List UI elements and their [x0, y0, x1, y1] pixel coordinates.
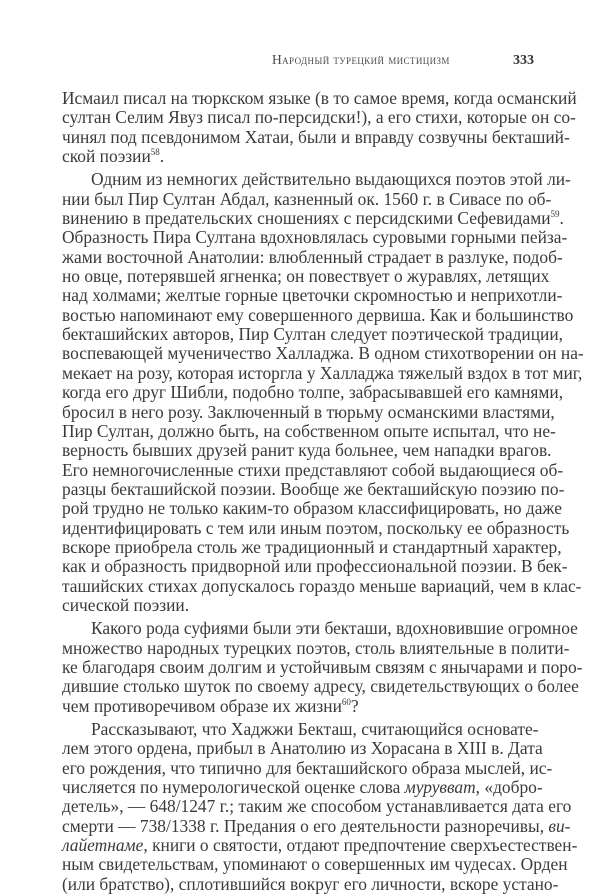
- text-span: .: [559, 208, 564, 229]
- paragraph-2: [62, 169, 584, 615]
- text-line: востью напоминают ему совершенного дервиша. Как и большинство: [62, 304, 574, 325]
- text-line: лем этого ордена, прибыл в Анатолию из Хорасана в XIII в. Дата: [62, 738, 543, 759]
- text-line: Пир Султан, должно быть, на собственном опыте испытал, что не-: [62, 420, 556, 441]
- text-span: ?: [350, 695, 359, 716]
- text-line: над холмами; желтые горные цветочки скромностью и неприхотли-: [62, 285, 563, 306]
- text-line: воспевающей мученичество Халладжа. В одном стихотворении он на-: [62, 343, 584, 364]
- text-span: ской поэзии: [62, 146, 151, 167]
- running-title: Народный турецкий мистицизм: [272, 52, 450, 67]
- text-line: [62, 208, 564, 229]
- text-line: чинял под псевдонимом Хатаи, были и вправду созвучны бекташий-: [62, 126, 570, 147]
- page-number: 333: [513, 53, 534, 68]
- text-line: но овце, потерявшей ягненка; он повествует о журавлях, летящих: [62, 266, 550, 287]
- text-line: Рассказывают, что Хаджжи Бекташ, считающийся основате-: [91, 719, 539, 739]
- text-line: Какого рода суфиями были эти бекташи, вдохновившие огромное: [91, 618, 578, 639]
- text-line: (или братство), сплотившийся вокруг его личности, вскоре устано-: [62, 873, 559, 894]
- footnote-ref-58[interactable]: 58: [150, 147, 160, 158]
- text-line: [62, 815, 571, 836]
- text-span: винению в предательских сношениях с персидскими Сефевидами: [62, 208, 551, 229]
- text-span: .: [159, 146, 165, 167]
- text-line: множество народных турецких поэтов, столь влиятельные в полити-: [62, 637, 570, 658]
- body-text: [62, 88, 584, 894]
- text-line: [62, 697, 532, 716]
- text-line: сической поэзии.: [62, 594, 190, 615]
- text-line: разцы бекташийской поэзии. Вообще же бекташийскую поэзию по-: [62, 478, 565, 499]
- text-line: нии был Пир Султан Абдал, казненный ок. 1560 г. в Сивасе по об-: [62, 188, 552, 209]
- text-line: идентифицировать с тем или иным поэтом, поскольку ее образность: [62, 517, 570, 538]
- footnote-ref-59[interactable]: 59: [550, 209, 560, 220]
- text-line: рой трудно не только каким-то образом классифицировать, но даже: [62, 498, 562, 519]
- text-line: бекташийских авторов, Пир Султан следует поэтической традиции,: [62, 324, 563, 345]
- text-line: [62, 777, 543, 798]
- italic-term-muruvvat: мурувват: [404, 777, 476, 798]
- text-line: дившие столько шуток по своему адресу, свидетельствующих о более: [62, 676, 579, 697]
- text-line: Одним из немногих действительно выдающихся поэтов этой ли-: [91, 169, 571, 190]
- text-line: вскоре приобрела столь же традиционный и стандартный характер,: [62, 536, 562, 557]
- text-span: чем противоречивом образе их жизни: [62, 695, 342, 716]
- text-line: ке благодаря своим долгим и устойчивым связям с янычарами и поро-: [62, 656, 583, 677]
- text-line: Образность Пира Султана вдохновлялась суровыми горными пейза-: [62, 227, 568, 248]
- text-line: детель», — 648/1247 г.; таким же способом устанавливается дата его: [62, 796, 572, 817]
- text-line: ташийских стихах допускалось гораздо меньше вариаций, чем в клас-: [62, 575, 582, 596]
- text-span: смерти — 738/1338 г. Предания о его деятельности разноречивы,: [62, 815, 549, 836]
- text-line: ным свидетельствам, упоминают о совершенных им чудесах. Орден: [62, 854, 568, 875]
- italic-term-vi: ви-: [548, 815, 571, 836]
- text-line: его рождения, что типично для бекташийского образа мыслей, ис-: [62, 757, 553, 778]
- text-line: [62, 835, 578, 856]
- text-line: когда его друг Шибли, подобно толпе, забрасывавшей его камнями,: [62, 382, 564, 403]
- text-line: Его немногочисленные стихи представляют собой выдающиеся об-: [62, 459, 564, 480]
- text-span: числяется по нумерологической оценке слова: [62, 777, 405, 798]
- text-line: мекает на розу, которая исторгла у Халладжа тяжелый вздох в тот миг,: [62, 362, 583, 383]
- footnote-ref-60[interactable]: 60: [341, 696, 351, 707]
- paragraph-4: [62, 719, 578, 894]
- text-span: , книги о святости, отдают предпочтение сверхъестествен-: [143, 835, 578, 856]
- text-line: бросил в него розу. Заключенный в тюрьму османскими властями,: [62, 401, 555, 422]
- paragraph-3: [62, 618, 583, 716]
- text-line: Исмаил писал на тюркском языке (в то самое время, когда османский: [62, 88, 577, 108]
- italic-term-vilayetname: лайетнаме: [62, 835, 144, 856]
- running-header: [272, 52, 534, 72]
- text-line: как и образность придворной или профессиональной поэзии. В бек-: [62, 556, 568, 577]
- text-span: , «добро-: [475, 777, 543, 798]
- text-line: [62, 147, 532, 166]
- text-line: жами восточной Анатолии: влюбленный страдает в разлуке, подоб-: [62, 246, 563, 267]
- paragraph-1: [62, 88, 577, 167]
- text-line: султан Селим Явуз писал по-персидски!), а его стихи, которые он со-: [62, 107, 576, 128]
- text-line: верность бывших друзей ранит куда больнее, чем нападки врагов.: [62, 440, 552, 461]
